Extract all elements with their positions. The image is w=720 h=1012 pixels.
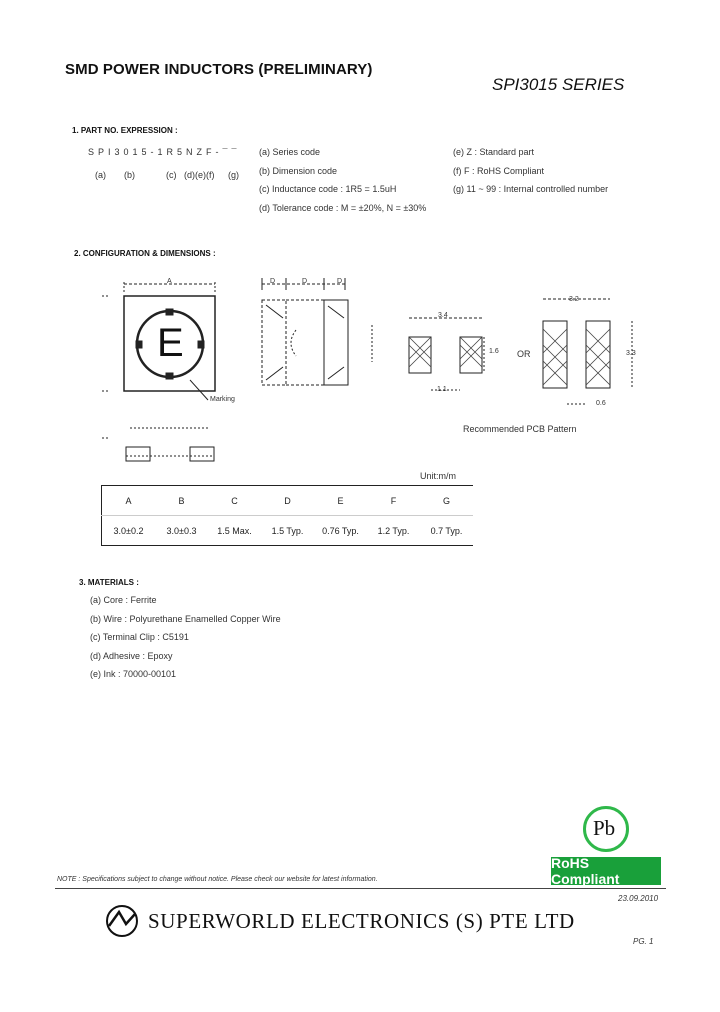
marking-label: Marking xyxy=(210,396,235,403)
pcb-dim-0-6: 0.6 xyxy=(596,400,606,407)
desc-a: (a) Series code xyxy=(259,147,321,157)
page-number: PG. 1 xyxy=(633,937,654,946)
pcb-dim-1-6: 1.6 xyxy=(489,348,499,355)
part-label-a: (a) xyxy=(95,170,106,180)
dim-value: 3.0±0.2 xyxy=(102,516,156,546)
footer-note: NOTE : Specifications subject to change without notice. Please check our website for latest information. xyxy=(57,876,378,883)
desc-g: (g) 11 ~ 99 : Internal controlled number xyxy=(453,184,609,194)
dim-a-label: A xyxy=(167,278,172,285)
dim-header: B xyxy=(155,486,208,516)
unit-label: Unit:m/m xyxy=(420,471,456,481)
config-heading: 2. CONFIGURATION & DIMENSIONS : xyxy=(74,249,216,258)
dim-value: 3.0±0.3 xyxy=(155,516,208,546)
footer-divider xyxy=(55,888,666,889)
dim-header: C xyxy=(208,486,261,516)
part-label-def: (d)(e)(f) xyxy=(184,170,215,180)
rohs-compliant-badge: RoHS Compliant xyxy=(551,857,661,885)
material-item: (c) Terminal Clip : C5191 xyxy=(90,632,189,642)
dim-header: G xyxy=(420,486,473,516)
series-name: SPI3015 SERIES xyxy=(492,75,625,94)
pb-free-text: Pb xyxy=(593,816,616,840)
material-item: (d) Adhesive : Epoxy xyxy=(90,651,173,661)
desc-c: (c) Inductance code : 1R5 = 1.5uH xyxy=(259,184,397,194)
or-label: OR xyxy=(517,349,531,359)
materials-heading: 3. MATERIALS : xyxy=(79,578,139,587)
material-item: (e) Ink : 70000-00101 xyxy=(90,669,177,679)
pcb-dim-3-4: 3.4 xyxy=(438,312,448,319)
part-label-g: (g) xyxy=(228,170,239,180)
material-item: (a) Core : Ferrite xyxy=(90,595,157,605)
desc-d: (d) Tolerance code : M = ±20%, N = ±30% xyxy=(259,203,427,213)
dim-value: 0.76 Typ. xyxy=(314,516,367,546)
dim-header: F xyxy=(367,486,420,516)
pcb-caption: Recommended PCB Pattern xyxy=(463,424,577,434)
dim-d-label-2: D xyxy=(302,278,308,285)
dim-header: E xyxy=(314,486,367,516)
material-item: (b) Wire : Polyurethane Enamelled Copper Wire xyxy=(90,614,281,624)
dimensions-value-row xyxy=(102,516,474,546)
part-label-b: (b) xyxy=(124,170,135,180)
document-title: SMD POWER INDUCTORS (PRELIMINARY) xyxy=(65,61,373,78)
dimensions-header-row xyxy=(102,486,474,516)
document-date: 23.09.2010 xyxy=(618,894,659,903)
dim-value: 1.2 Typ. xyxy=(367,516,420,546)
part-label-c: (c) xyxy=(166,170,177,180)
marking-letter: E xyxy=(157,321,184,365)
pcb-dim-3-2: 3.2 xyxy=(569,296,579,303)
part-no-heading: 1. PART NO. EXPRESSION : xyxy=(72,126,178,135)
dim-value: 1.5 Typ. xyxy=(261,516,314,546)
part-no-code: SPI3015-1R5NZF-¯¯ xyxy=(88,147,241,157)
pcb-dim-3-3: 3.3 xyxy=(626,350,636,357)
pcb-dim-1-1: 1.1 xyxy=(437,386,447,393)
dimensions-table xyxy=(101,485,473,546)
dim-value: 0.7 Typ. xyxy=(420,516,473,546)
dim-header: A xyxy=(102,486,156,516)
dim-header: D xyxy=(261,486,314,516)
dim-d-label-1: D xyxy=(270,278,276,285)
desc-b: (b) Dimension code xyxy=(259,166,338,176)
dim-value: 1.5 Max. xyxy=(208,516,261,546)
company-name: SUPERWORLD ELECTRONICS (S) PTE LTD xyxy=(148,909,575,933)
desc-e: (e) Z : Standard part xyxy=(453,147,535,157)
desc-f: (f) F : RoHS Compliant xyxy=(453,166,545,176)
dim-d-label-3: D xyxy=(337,278,343,285)
